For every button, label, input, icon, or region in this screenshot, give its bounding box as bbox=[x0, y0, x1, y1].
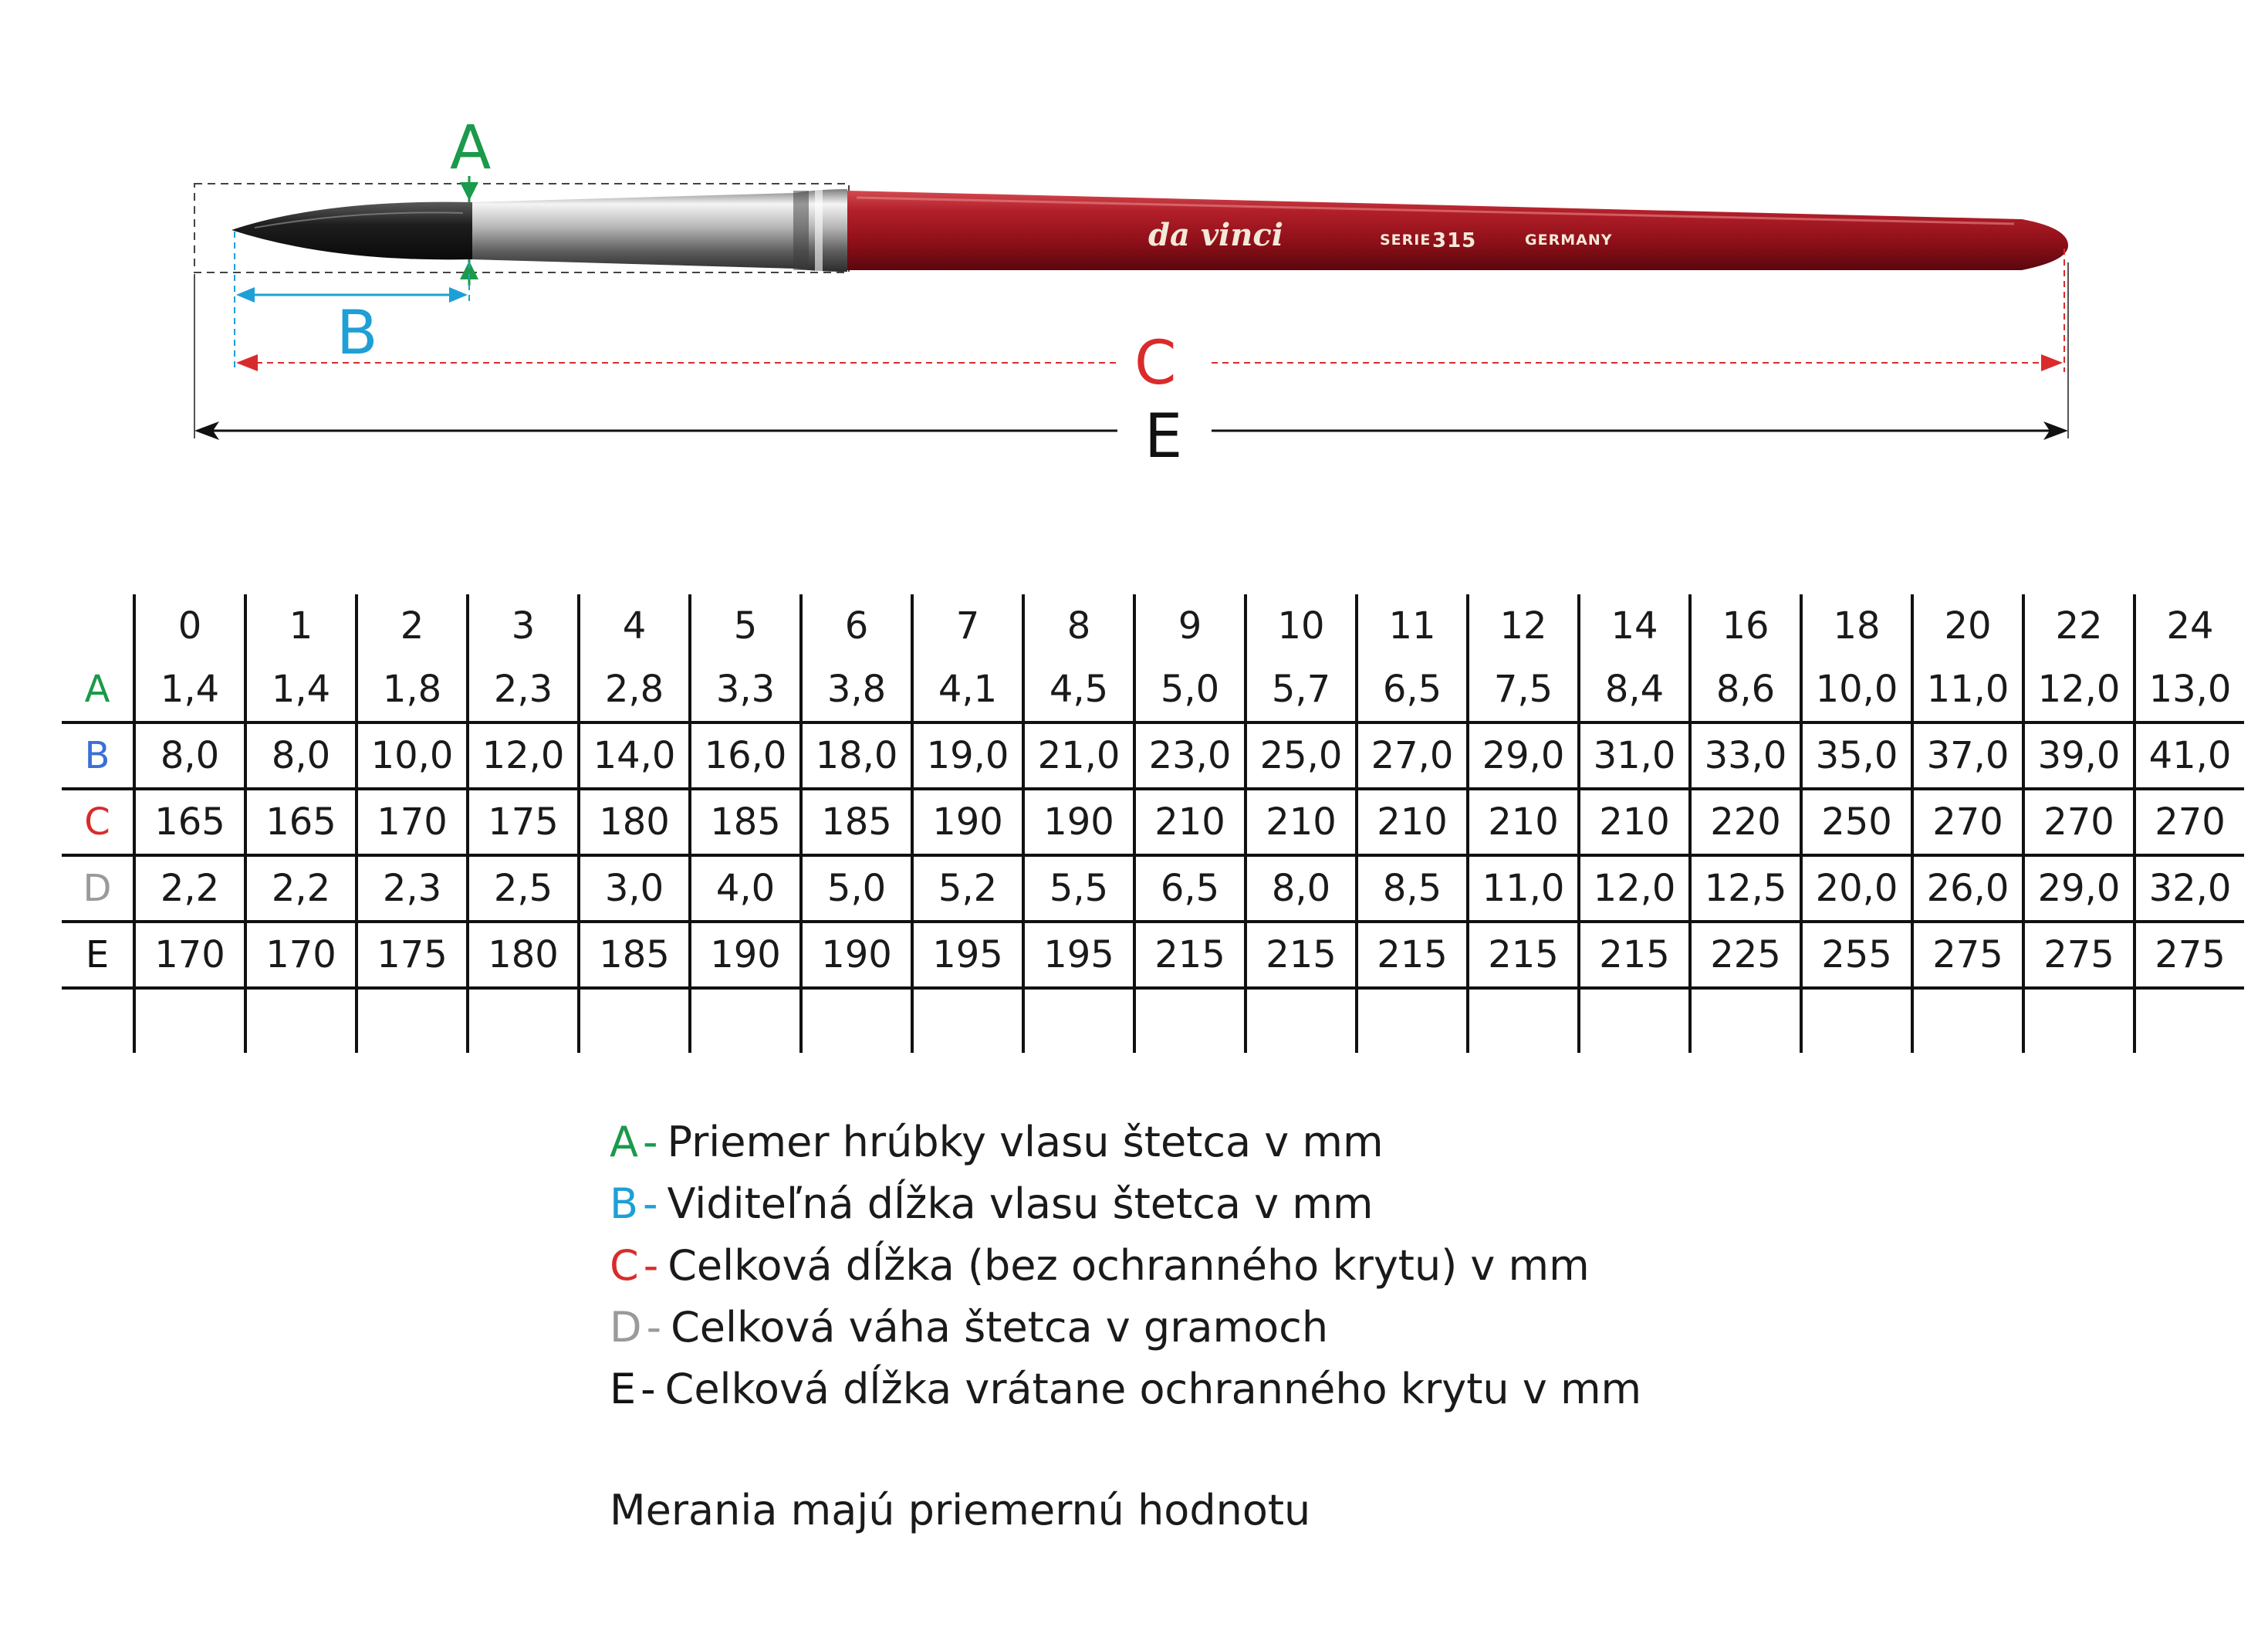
table-cell: 18,0 bbox=[801, 722, 912, 789]
table-cell: 10,0 bbox=[1801, 658, 1912, 722]
blank-cell bbox=[357, 988, 468, 1053]
row-label: D bbox=[62, 855, 134, 922]
size-header: 24 bbox=[2134, 594, 2244, 658]
blank-cell bbox=[1579, 988, 1690, 1053]
table-corner bbox=[62, 594, 134, 658]
size-header: 22 bbox=[2023, 594, 2134, 658]
table-cell: 195 bbox=[1023, 922, 1134, 988]
blank-cell bbox=[579, 988, 690, 1053]
table-cell: 210 bbox=[1246, 789, 1357, 855]
legend-dash: - bbox=[643, 1179, 658, 1228]
size-header: 14 bbox=[1579, 594, 1690, 658]
legend-text: Viditeľná dĺžka vlasu štetca v mm bbox=[667, 1179, 1374, 1228]
legend-text: Celková dĺžka (bez ochranného krytu) v mm bbox=[668, 1241, 1590, 1290]
size-header: 10 bbox=[1246, 594, 1357, 658]
legend-text: Celková váha štetca v gramoch bbox=[671, 1303, 1329, 1352]
table-cell: 27,0 bbox=[1357, 722, 1468, 789]
table-cell: 6,5 bbox=[1357, 658, 1468, 722]
table-cell: 33,0 bbox=[1690, 722, 1801, 789]
table-cell: 1,8 bbox=[357, 658, 468, 722]
table-cell: 10,0 bbox=[357, 722, 468, 789]
table-cell: 210 bbox=[1357, 789, 1468, 855]
blank-cell bbox=[1912, 988, 2023, 1053]
table-cell: 12,5 bbox=[1690, 855, 1801, 922]
table-cell: 31,0 bbox=[1579, 722, 1690, 789]
legend-dash: - bbox=[643, 1241, 659, 1290]
table-cell: 21,0 bbox=[1023, 722, 1134, 789]
size-header: 0 bbox=[134, 594, 245, 658]
table-cell: 220 bbox=[1690, 789, 1801, 855]
table-cell: 20,0 bbox=[1801, 855, 1912, 922]
table-cell: 14,0 bbox=[579, 722, 690, 789]
table-cell: 2,2 bbox=[245, 855, 357, 922]
dimension-b-label: B bbox=[336, 299, 378, 368]
table-cell: 4,1 bbox=[912, 658, 1023, 722]
legend bbox=[610, 1111, 1641, 1420]
table-cell: 195 bbox=[912, 922, 1023, 988]
brush-serie-label: SERIE bbox=[1380, 232, 1431, 249]
table-cell: 35,0 bbox=[1801, 722, 1912, 789]
table-cell: 1,4 bbox=[134, 658, 245, 722]
dimension-c-label: C bbox=[1134, 329, 1177, 398]
blank-cell bbox=[62, 988, 134, 1053]
table-cell: 41,0 bbox=[2134, 722, 2244, 789]
table-cell: 2,3 bbox=[468, 658, 579, 722]
table-cell: 8,5 bbox=[1357, 855, 1468, 922]
table-cell: 270 bbox=[2023, 789, 2134, 855]
table-cell: 180 bbox=[468, 922, 579, 988]
row-label: E bbox=[62, 922, 134, 988]
table-cell: 190 bbox=[912, 789, 1023, 855]
table-cell: 19,0 bbox=[912, 722, 1023, 789]
table-cell: 29,0 bbox=[2023, 855, 2134, 922]
size-header: 1 bbox=[245, 594, 357, 658]
table-cell: 26,0 bbox=[1912, 855, 2023, 922]
table-cell: 190 bbox=[1023, 789, 1134, 855]
blank-cell bbox=[1357, 988, 1468, 1053]
table-cell: 210 bbox=[1579, 789, 1690, 855]
table-cell: 275 bbox=[2023, 922, 2134, 988]
blank-cell bbox=[1246, 988, 1357, 1053]
dimension-e-label: E bbox=[1144, 402, 1183, 472]
legend-letter: B bbox=[610, 1179, 639, 1228]
blank-cell bbox=[1023, 988, 1134, 1053]
table-cell: 4,5 bbox=[1023, 658, 1134, 722]
table-cell: 185 bbox=[690, 789, 801, 855]
table-cell: 270 bbox=[2134, 789, 2244, 855]
table-cell: 2,2 bbox=[134, 855, 245, 922]
table-cell: 25,0 bbox=[1246, 722, 1357, 789]
table-cell: 5,0 bbox=[1134, 658, 1246, 722]
legend-text: Celková dĺžka vrátane ochranného krytu v mm bbox=[664, 1365, 1642, 1413]
table-cell: 175 bbox=[357, 922, 468, 988]
table-cell: 3,0 bbox=[579, 855, 690, 922]
table-cell: 2,5 bbox=[468, 855, 579, 922]
brush-hair bbox=[232, 202, 472, 260]
blank-cell bbox=[912, 988, 1023, 1053]
table-cell: 170 bbox=[134, 922, 245, 988]
table-cell: 3,3 bbox=[690, 658, 801, 722]
table-cell: 1,4 bbox=[245, 658, 357, 722]
table-cell: 165 bbox=[245, 789, 357, 855]
brush-serie-number: 315 bbox=[1432, 229, 1477, 252]
table-cell: 210 bbox=[1468, 789, 1579, 855]
brush-origin: GERMANY bbox=[1525, 232, 1613, 249]
table-cell: 23,0 bbox=[1134, 722, 1246, 789]
table-cell: 215 bbox=[1468, 922, 1579, 988]
size-header: 11 bbox=[1357, 594, 1468, 658]
legend-item bbox=[610, 1235, 1641, 1297]
blank-cell bbox=[2023, 988, 2134, 1053]
size-header: 9 bbox=[1134, 594, 1246, 658]
table-row bbox=[62, 855, 2244, 922]
measurement-note: Merania majú priemernú hodnotu bbox=[610, 1486, 1311, 1534]
table-cell: 180 bbox=[579, 789, 690, 855]
legend-item bbox=[610, 1297, 1641, 1358]
table-cell: 16,0 bbox=[690, 722, 801, 789]
table-cell: 225 bbox=[1690, 922, 1801, 988]
table-cell: 190 bbox=[690, 922, 801, 988]
table-cell: 170 bbox=[357, 789, 468, 855]
table-cell: 8,0 bbox=[1246, 855, 1357, 922]
dimension-a-label: A bbox=[450, 113, 492, 183]
table-cell: 165 bbox=[134, 789, 245, 855]
table-cell: 215 bbox=[1246, 922, 1357, 988]
dimension-e bbox=[194, 262, 2068, 440]
blank-cell bbox=[801, 988, 912, 1053]
table-row bbox=[62, 789, 2244, 855]
table-cell: 5,0 bbox=[801, 855, 912, 922]
table-cell: 215 bbox=[1579, 922, 1690, 988]
blank-cell bbox=[1801, 988, 1912, 1053]
legend-text: Priemer hrúbky vlasu štetca v mm bbox=[667, 1118, 1384, 1166]
table-cell: 37,0 bbox=[1912, 722, 2023, 789]
blank-cell bbox=[1468, 988, 1579, 1053]
spec-table bbox=[62, 594, 2244, 1053]
table-cell: 13,0 bbox=[2134, 658, 2244, 722]
table-cell: 270 bbox=[1912, 789, 2023, 855]
table-cell: 7,5 bbox=[1468, 658, 1579, 722]
table-cell: 2,8 bbox=[579, 658, 690, 722]
size-header: 6 bbox=[801, 594, 912, 658]
size-header: 12 bbox=[1468, 594, 1579, 658]
table-cell: 12,0 bbox=[1579, 855, 1690, 922]
legend-item bbox=[610, 1358, 1641, 1420]
table-cell: 8,6 bbox=[1690, 658, 1801, 722]
row-label: C bbox=[62, 789, 134, 855]
table-cell: 250 bbox=[1801, 789, 1912, 855]
table-cell: 3,8 bbox=[801, 658, 912, 722]
table-cell: 39,0 bbox=[2023, 722, 2134, 789]
legend-dash: - bbox=[642, 1118, 658, 1166]
table-cell: 8,4 bbox=[1579, 658, 1690, 722]
table-row bbox=[62, 722, 2244, 789]
table-cell: 8,0 bbox=[245, 722, 357, 789]
table-cell: 4,0 bbox=[690, 855, 801, 922]
size-header: 3 bbox=[468, 594, 579, 658]
table-cell: 11,0 bbox=[1912, 658, 2023, 722]
table-row bbox=[62, 922, 2244, 988]
blank-cell bbox=[468, 988, 579, 1053]
size-header: 18 bbox=[1801, 594, 1912, 658]
size-header: 2 bbox=[357, 594, 468, 658]
legend-letter: D bbox=[610, 1303, 642, 1352]
table-cell: 215 bbox=[1134, 922, 1246, 988]
size-header: 16 bbox=[1690, 594, 1801, 658]
legend-dash: - bbox=[646, 1303, 662, 1352]
size-header: 5 bbox=[690, 594, 801, 658]
brush-brand: da vinci bbox=[1148, 217, 1283, 253]
table-cell: 12,0 bbox=[2023, 658, 2134, 722]
table-cell: 5,2 bbox=[912, 855, 1023, 922]
blank-cell bbox=[1134, 988, 1246, 1053]
legend-letter: A bbox=[610, 1118, 638, 1166]
blank-cell bbox=[690, 988, 801, 1053]
size-header: 7 bbox=[912, 594, 1023, 658]
blank-cell bbox=[1690, 988, 1801, 1053]
table-cell: 185 bbox=[579, 922, 690, 988]
table-cell: 12,0 bbox=[468, 722, 579, 789]
brush-ferrule bbox=[469, 189, 847, 272]
size-header: 20 bbox=[1912, 594, 2023, 658]
blank-cell bbox=[245, 988, 357, 1053]
blank-cell bbox=[134, 988, 245, 1053]
blank-cell bbox=[2134, 988, 2244, 1053]
legend-item bbox=[610, 1111, 1641, 1173]
table-cell: 210 bbox=[1134, 789, 1246, 855]
legend-dash: - bbox=[641, 1365, 656, 1413]
size-header: 4 bbox=[579, 594, 690, 658]
table-cell: 255 bbox=[1801, 922, 1912, 988]
table-cell: 275 bbox=[2134, 922, 2244, 988]
table-cell: 175 bbox=[468, 789, 579, 855]
legend-letter: E bbox=[610, 1365, 637, 1413]
legend-item bbox=[610, 1173, 1641, 1235]
table-cell: 190 bbox=[801, 922, 912, 988]
table-cell: 32,0 bbox=[2134, 855, 2244, 922]
table-cell: 170 bbox=[245, 922, 357, 988]
table-cell: 5,5 bbox=[1023, 855, 1134, 922]
table-cell: 275 bbox=[1912, 922, 2023, 988]
table-cell: 6,5 bbox=[1134, 855, 1246, 922]
row-label: B bbox=[62, 722, 134, 789]
legend-letter: C bbox=[610, 1241, 639, 1290]
brush-dimension-diagram bbox=[0, 0, 2268, 540]
table-row bbox=[62, 658, 2244, 722]
table-header-row bbox=[62, 594, 2244, 658]
table-cell: 8,0 bbox=[134, 722, 245, 789]
table-cell: 11,0 bbox=[1468, 855, 1579, 922]
blank-row bbox=[62, 988, 2244, 1053]
table-cell: 5,7 bbox=[1246, 658, 1357, 722]
table-cell: 215 bbox=[1357, 922, 1468, 988]
table-cell: 29,0 bbox=[1468, 722, 1579, 789]
table-cell: 2,3 bbox=[357, 855, 468, 922]
row-label: A bbox=[62, 658, 134, 722]
size-header: 8 bbox=[1023, 594, 1134, 658]
table-cell: 185 bbox=[801, 789, 912, 855]
